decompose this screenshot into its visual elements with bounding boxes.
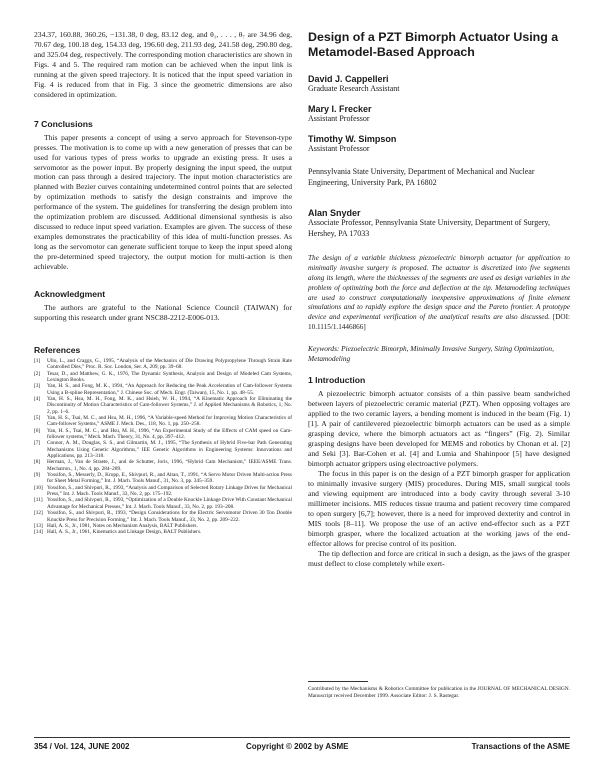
abstract: The design of a variable thickness piezoelectric bimorph actuator for application to minimally invasive surgery is proposed. The actuator is discretized into five segments along its length, where the thicknesses of the segments are used as design variables in the problem of optimizing both the force and deflection at the tip. Metamodeling techniques are used to construct computationally inexpensive approximations of finite element simulations and to rapidly explore the design space and the Pareto frontier. A prototype device and experimental verification of the analytical results are also discussed. [DOI: 10.1115/1.1446866] [308,254,571,331]
author-block [308,208,570,239]
reference-item: [14] Hall, A. S., Jr., 1961, Kinematics and Linkage Design, BALT Publishers. [34,529,202,536]
reference-item: [12] Yossifon, S., and Shivpuri, R., 1993, “Design Considerations for the Electric Servomotor Driven 30 Ton Double Knuckle Press for Precision Forming,” Int. J. Mach. Tools Manuf., 33, No. 2, pp. 209–222. [34,510,292,523]
acknowledgment-heading: Acknowledgment [34,289,106,300]
references-heading: References [34,344,81,355]
footer-rule [34,737,570,738]
footnote-rule [308,681,368,682]
acknowledgment-text: The authors are grateful to the National Science Council (TAIWAN) for supporting this research under grant NSC88-2212-E006-013. [34,303,292,322]
reference-item: [4] Yan, H. S., Hsu, M. H., Fong, M. K., and Hsieh, W. H., 1994, “A Kinematic Approach for Eliminating the Discontinuity of Motion Characteristics of Cam-follower Systems,” J. of Applied Mechanisms & Robotics, 1, No. 2, pp. 1–6. [34,395,292,415]
left-column [34,30,292,536]
affiliation: Pennsylvania State University, Department of Mechanical and Nuclear Engineering, University Park, PA 16802 [308,167,535,187]
conclusions-heading: 7 Conclusions [34,118,93,129]
author-name: Mary I. Frecker [308,104,372,114]
author-block [308,104,570,123]
author-role: Assistant Professor [308,144,370,153]
conclusions-text: This paper presents a concept of using a servo approach for Stevenson-type presses. The motivation is to come up with a new generation of presses that can be used for various types of press works to upgrade an existing press. It uses a servomotor as the power input. By properly designing the input speed, the output motion can pass through a desired trajectory. The input motion characteristics are planned with Bezier curves containing undetermined control points that are selected by optimization methods to satisfy the design constraints and improve the performance of the system. The guidelines for transferring the design problem into the optimization problem are discussed. Additional dimensional synthesis is also discussed to reduce input speed variation. Examples are given. The success of these examples demonstrates the practicability of this idea of multi-function presses. As long as the servomotor can generate sufficient torque to keep the input speed along the pre-determined speed trajectory, the output motion for multi-action is then achievable. [34,132,292,272]
introduction-paragraph: The tip deflection and force are critical in such a design, as the jaws of the grasper must deflect to close completely while exert- [308,548,570,568]
reference-item: [2] Tesar, D., and Matthew, G. K., 1976, The Dynamic Synthesis, Analysis and Design of Modeled Cam Systems, Lexington Books. [34,370,292,383]
reference-item: [1] Ullo, L., and Craggs, G., 1995, “Analysis of the Mechanics of Die Drawing Polypropylene Through Strain Rate Controlled Dies,” Proc. R. Soc. London, Ser. A, 209, pp. 39–68. [34,357,292,371]
reference-list [34,358,292,536]
keywords: Keywords: Piezoelectric Bimorph, Minimally Invasive Surgery, Sizing Optimization, Metamodeling [308,343,554,363]
author-role: Graduate Research Assistant [308,84,400,93]
author-role: Assistant Professor [308,114,370,123]
reference-item: [3] Yan, H. S., and Fong, M. K., 1994, “An Approach for Reducing the Peak Acceleration of Cam-follower Systems Using a B-spline Representation,” J. Chinese Soc. of Mech. Engr. (Taiwan), 15, No. 1, pp. 48–55. [34,383,292,396]
reference-item: [9] Yossifon, S., Messerly, D., Kropp, E., Shivpuri, R., and Altan, T., 1991, “A Servo Motor Driven Multi-action Press for Sheet Metal Forming,” Int. J. Mach. Tools Manuf., 31, No. 3, pp. 345–359. [34,472,292,485]
author-block [308,134,570,153]
reference-item: [13] Hall, A. S., Jr., 1981, Notes on Mechanism Analysis, BALT Publishers. [34,522,198,529]
introduction-paragraph: A piezoelectric bimorph actuator consists of a thin passive beam sandwiched between layers of piezoelectric ceramic material (PZT). When opposing voltages are applied to the two ceramic layers, a bending moment is induced in the beam (Fig. 1) [1]. A pair of cantilevered piezoelectric bimorph actuators can be used as a simple grasping device, where the bimorph actuators act as “fingers” (Fig. 2). Similar grasping designs have been developed for MEMS and robotics by Chonan et al. [2] and Seki [3]. Bar-Cohen et al. [4] and Lumia and Shahinpoor [5] have designed bimorph actuator grippers using electroactive polymers. [308,389,570,469]
footer-page-info: 354 / Vol. 124, JUNE 2002 [34,742,130,751]
reference-item: [10] Yossifon, S., and Shivpuri, R., 1993, “Analysis and Comparison of Selected Rotary Linkage Drives for Mechanical Press,” Int. J. Mach. Tools Manuf., 33, No. 2, pp. 175–192. [34,484,292,498]
reference-item: [7] Connor, A. M., Douglas, S. S., and Gilmartin, M. J., 1995, “The Synthesis of Hybrid Five-bar Path Generating Mechanisms Using Genetic Algorithms,” IEE Genetic Algorithms in Engineering Systems: Innovations and Applications, pp. 213–318. [34,440,292,460]
paper-title: Design of a PZT Bimorph Actuator Using a Metamodel-Based Approach [308,30,559,59]
author-block [308,74,570,93]
reference-item: [5] Yan, H. S., Tsai, M. C., and Hsu, M. H., 1996, “A Variable-speed Method for Improving Motion Characteristics of Cam-follower Systems,” ASME J. Mech. Des., 118, No. 1, pp. 250–258. [34,415,292,428]
footer-journal: Transactions of the ASME [471,742,570,751]
doi: [DOI: 10.1115/1.1446866] [308,313,571,331]
author-name: Timothy W. Simpson [308,134,397,144]
author-name: David J. Cappelleri [308,74,389,84]
author-role: Associate Professor, Pennsylvania State University, Department of Surgery, Hershey, PA 17033 [308,218,550,238]
footnote: Contributed by the Mechanisms & Robotics Committee for publication in the JOURNAL OF MECHANICAL DESIGN. Manuscript received December 1999. Associate Editor: J. S. Rastegar. [308,686,570,699]
reference-item: [11] Yossifon, S., and Shivpuri, R., 1993, “Optimization of a Double Knuckle Linkage Drive With Constant Mechanical Advantage for Mechanical Presses,” Int. J. Mach. Tools Manuf., 33, No. 2, pp. 193–208. [34,497,292,510]
reference-item: [6] Yan, H. S., Tsai, M. C., and Hsu, M. H., 1996, “An Experimental Study of the Effects of CAM speed on Cam-follower systems,” Mech. Mach. Theory, 31, No. 4, pp. 397–412. [34,427,292,441]
reference-item: [8] Herman, J., Van de Straete, J., and de Schutter, Joris, 1996, “Hybrid Cam Mechanism,” IEEE/ASME Trans. Mechatron., 1, No. 4, pp. 284–289. [34,459,292,472]
introduction-heading: 1 Introduction [308,375,366,386]
author-name: Alan Snyder [308,208,361,219]
continuation-paragraph: 234.37, 160.88, 360.26, −131.38, 0 deg, 83.12 deg, and θ₁, . . . , θ₇ are 34.96 deg, 70.67 deg, 100.18 deg, 154.33 deg, 196.60 deg, 211.93 deg, 241.58 deg, 290.80 deg, and 325.04 deg, respectively. The corresponding motion characteristics are shown in Figs. 4 and 5. The required ram motion can be achieved when the input link is running at the given speed trajectory. It is noticed that the input speed variation in Fig. 4 is reduced from that in Fig. 3 since the geometric dimensions are also considered in optimization. [34,30,292,99]
introduction-paragraph: The focus in this paper is on the design of a PZT bimorph grasper for application to minimally invasive surgery (MIS) procedures. During MIS, small surgical tools and viewing equipment are introduced into a body cavity through several 3-10 millimeter incisions. MIS reduces tissue trauma and patient recovery time compared to open surgery [6,7]; however, there is a need for improved dexterity and control in MIS tools [8–11]. We propose the use of an active end-effector such as a PZT bimorph grasper, where the localized actuation at the working jaws of the end-effector allows for precise control of its position. [308,468,570,548]
right-column [308,30,570,569]
footer-copyright: Copyright © 2002 by ASME [246,742,349,751]
